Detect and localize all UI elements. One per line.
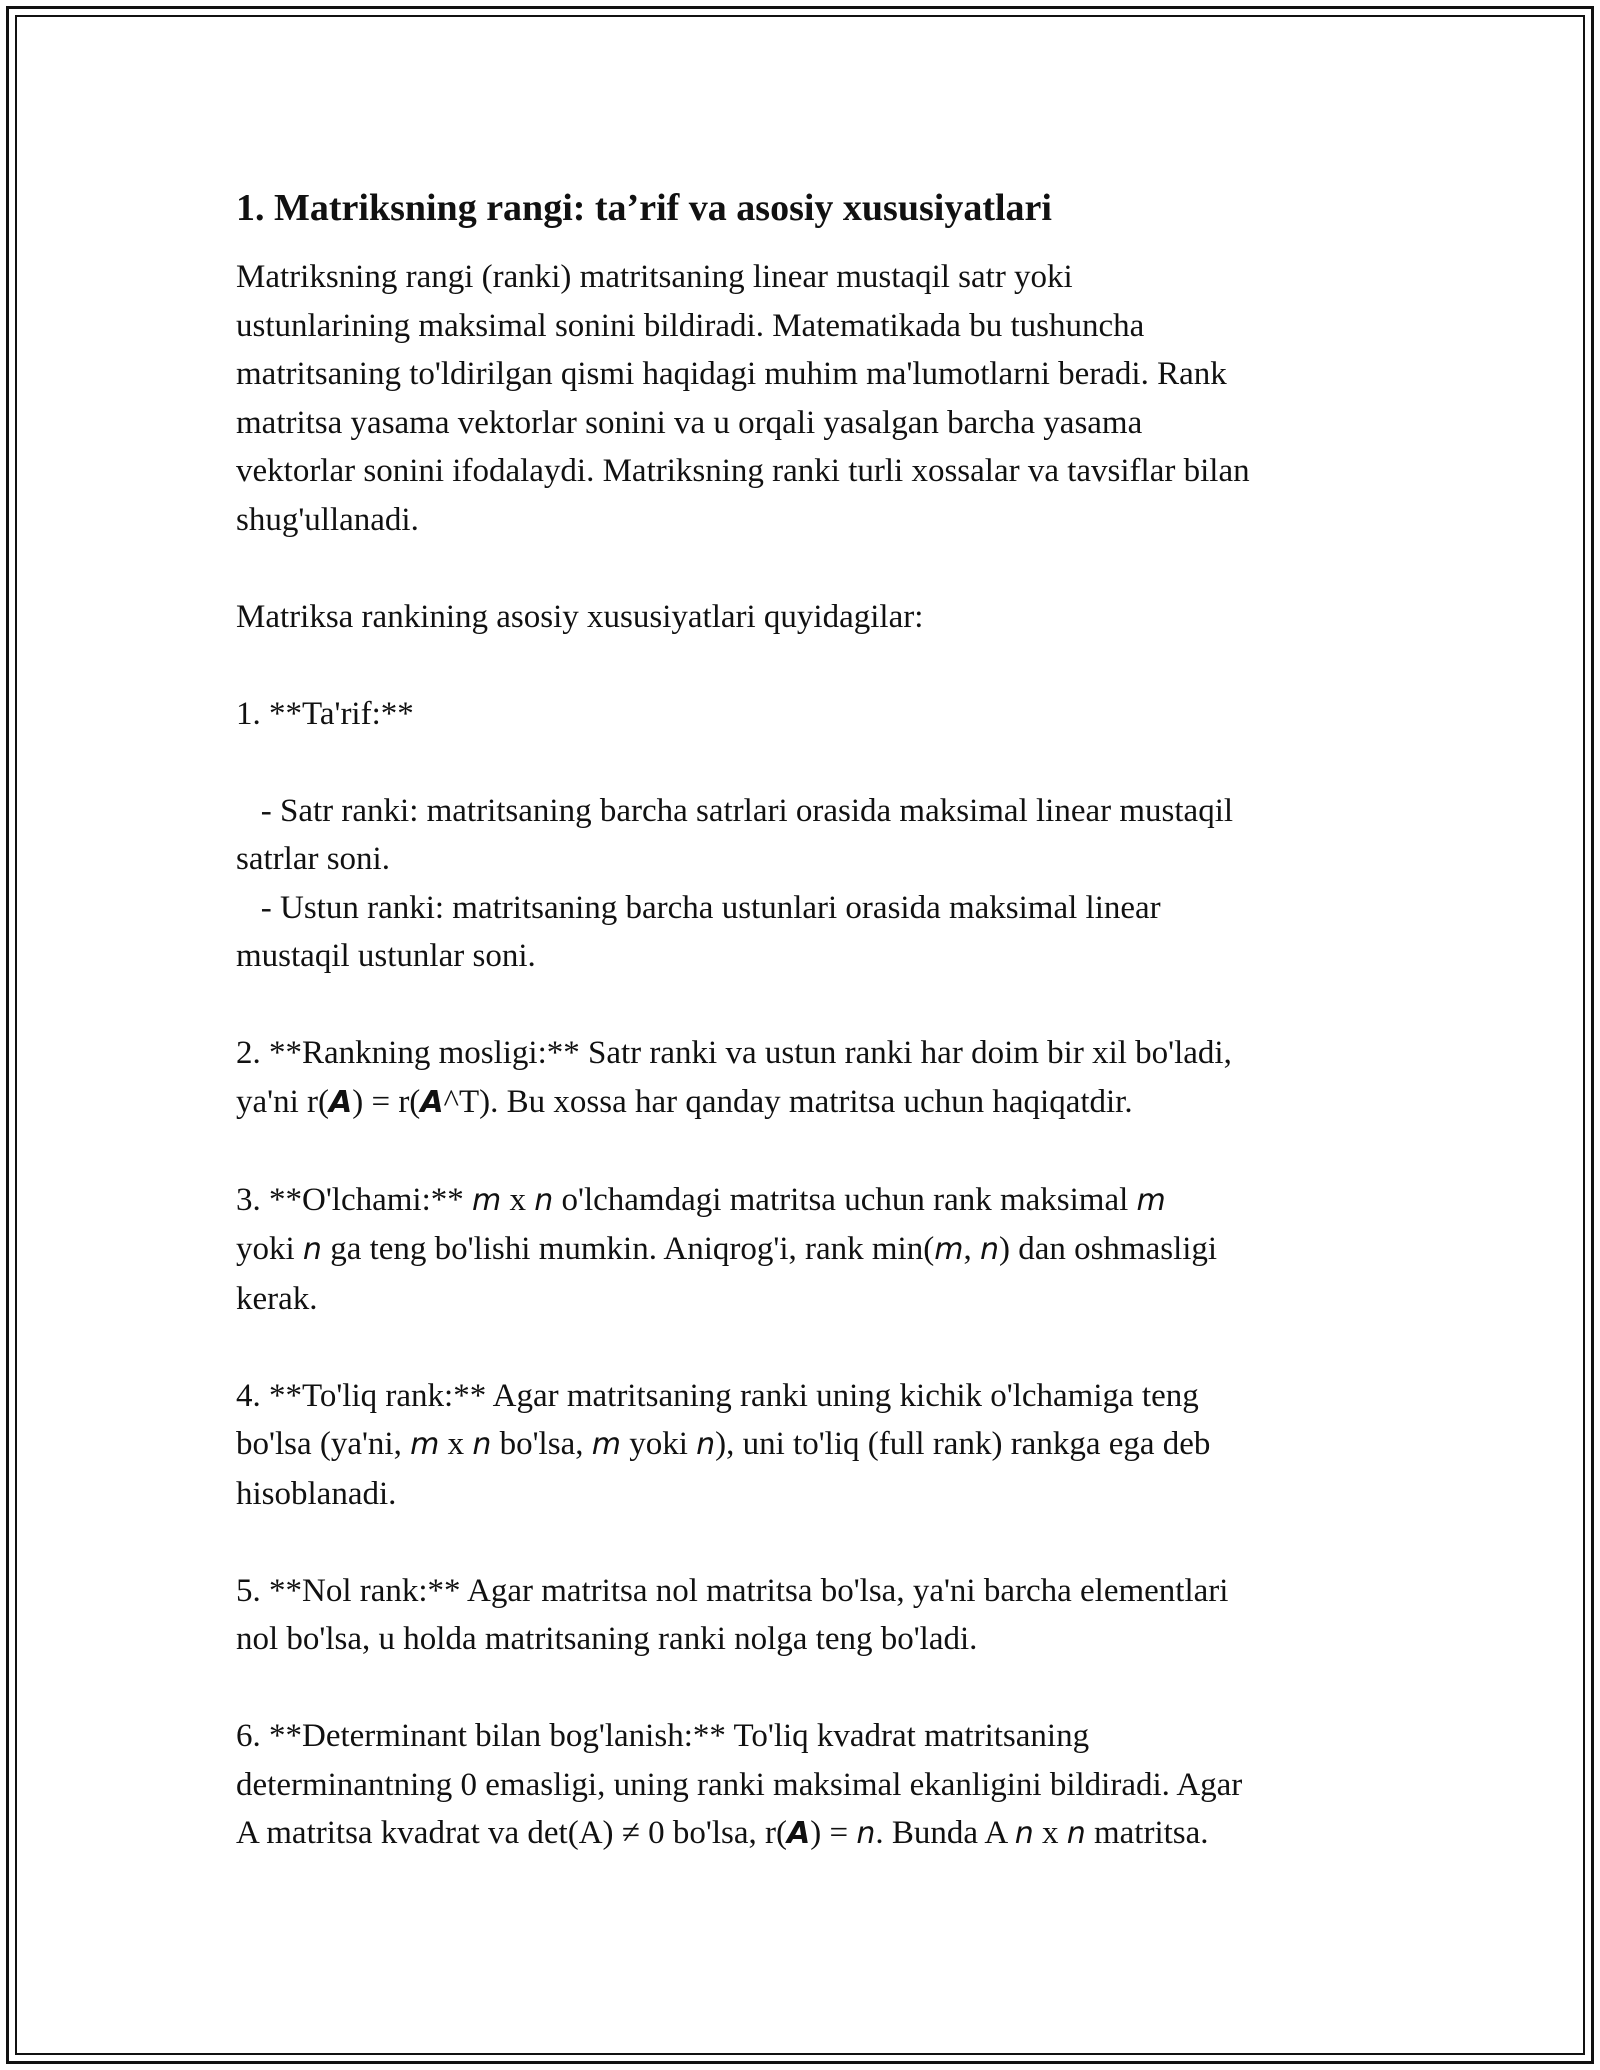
math-symbol: n — [534, 1182, 554, 1218]
text-line: kerak. — [236, 1280, 318, 1317]
text-line: mustaqil ustunlar soni. — [236, 938, 536, 974]
list-item-title: 1. **Ta'rif:** — [236, 695, 414, 732]
text-run: 3. **O'lchami:** — [236, 1181, 472, 1218]
text-run: ) dan oshmasligi — [998, 1231, 1218, 1267]
math-symbol: m — [934, 1232, 964, 1267]
text-line: 2. **Rankning mosligi:** Satr ranki va ustun ranki har doim bir xil bo'ladi, — [236, 1035, 1232, 1071]
text-line: shug'ullanadi. — [236, 501, 419, 538]
text-line: matritsaning to'ldirilgan qismi haqidagi muhim ma'lumotlarni beradi. Rank — [236, 356, 1227, 392]
math-symbol: m — [1136, 1182, 1166, 1218]
text-run: ) = r( — [352, 1083, 421, 1120]
paragraph-gap — [236, 1664, 1376, 1713]
math-symbol: n — [979, 1232, 999, 1267]
text-line: 4. **To'liq rank:** Agar matritsaning ranki uning kichik o'lchamiga teng — [236, 1377, 1199, 1414]
text-run: ), uni to'liq (full rank) rankga ega deb — [715, 1426, 1211, 1462]
intro-paragraph — [236, 253, 1376, 544]
text-run: matritsa. — [1085, 1815, 1209, 1851]
math-symbol: n — [302, 1232, 322, 1267]
text-line: 6. **Determinant bilan bog'lanish:** To'liq kvadrat matritsaning — [236, 1718, 1090, 1754]
math-symbol: n — [856, 1816, 876, 1851]
text-run: A matritsa kvadrat va det(A) ≠ 0 bo'lsa, r( — [236, 1815, 787, 1851]
paragraph-gap — [236, 544, 1376, 593]
text-run: x — [501, 1181, 535, 1218]
text-line: satrlar soni. — [236, 841, 390, 877]
text-line — [236, 1420, 1376, 1470]
text-line: - Ustun ranki: matritsaning barcha ustunlari orasida maksimal linear — [236, 889, 1161, 926]
text-run: ^T). Bu xossa har qanday matritsa uchun haqiqatdir. — [443, 1083, 1133, 1120]
list-item-dimension — [236, 1176, 1376, 1324]
list-item-zero-rank — [236, 1567, 1376, 1664]
text-line: determinantning 0 emasligi, uning ranki maksimal ekanligini bildiradi. Agar — [236, 1766, 1243, 1803]
text-run: yoki — [236, 1231, 303, 1267]
text-line: ustunlarining maksimal sonini bildiradi. Matematikada bu tushuncha — [236, 307, 1145, 344]
text-run: . Bunda A — [875, 1815, 1015, 1851]
text-line — [236, 1225, 1376, 1275]
paragraph-gap — [236, 1127, 1376, 1176]
text-line: 5. **Nol rank:** Agar matritsa nol matritsa bo'lsa, ya'ni barcha elementlari — [236, 1572, 1229, 1609]
math-symbol: n — [696, 1427, 716, 1462]
text-run: ga teng bo'lishi mumkin. Aniqrog'i, rank min( — [321, 1231, 935, 1267]
math-symbol: A — [329, 1084, 353, 1120]
math-symbol: n — [472, 1427, 492, 1462]
paragraph-gap — [236, 738, 1376, 787]
lead-sentence: Matriksa rankining asosiy xususiyatlari quyidagilar: — [236, 598, 924, 635]
text-line: vektorlar sonini ifodalaydi. Matriksning ranki turli xossalar va tavsiflar bilan — [236, 453, 1250, 489]
text-line: matritsa yasama vektorlar sonini va u orqali yasalgan barcha yasama — [236, 404, 1143, 441]
list-item-rank-equality — [236, 1029, 1376, 1127]
text-line — [236, 1078, 1376, 1128]
text-run: ) = — [810, 1815, 857, 1851]
math-symbol: m — [591, 1427, 621, 1462]
text-line — [236, 1809, 1376, 1859]
paragraph-gap — [236, 981, 1376, 1030]
text-line: Matriksning rangi (ranki) matritsaning linear mustaqil satr yoki — [236, 259, 1073, 295]
list-item-full-rank — [236, 1372, 1376, 1519]
math-symbol: m — [410, 1427, 440, 1462]
text-line: hisoblanadi. — [236, 1475, 397, 1512]
text-line: nol bo'lsa, u holda matritsaning ranki nolga teng bo'ladi. — [236, 1621, 978, 1657]
paragraph-gap — [236, 1518, 1376, 1567]
text-run: o'lchamdagi matritsa uchun rank maksimal — [553, 1181, 1137, 1218]
text-run: yoki — [620, 1426, 697, 1462]
paragraph-gap — [236, 1323, 1376, 1372]
section-heading: 1. Matriksning rangi: ta’rif va asosiy xususiyatlari — [236, 187, 1052, 229]
text-run: x — [1033, 1815, 1067, 1851]
text-line: - Satr ranki: matritsaning barcha satrlari orasida maksimal linear mustaqil — [236, 792, 1234, 829]
list-item-definition — [236, 690, 1376, 981]
list-item-determinant — [236, 1712, 1376, 1859]
text-run: ya'ni r( — [236, 1083, 329, 1120]
paragraph-gap — [236, 641, 1376, 690]
math-symbol: n — [1014, 1816, 1034, 1851]
text-run: x — [439, 1426, 473, 1462]
math-symbol: A — [786, 1816, 811, 1851]
document-body — [236, 185, 1376, 1859]
text-run: bo'lsa (ya'ni, — [236, 1426, 411, 1462]
text-run: , — [963, 1231, 980, 1267]
math-symbol: A — [420, 1084, 444, 1120]
text-run: bo'lsa, — [491, 1426, 592, 1462]
text-line — [236, 1176, 1376, 1226]
math-symbol: m — [472, 1182, 502, 1218]
math-symbol: n — [1066, 1816, 1086, 1851]
